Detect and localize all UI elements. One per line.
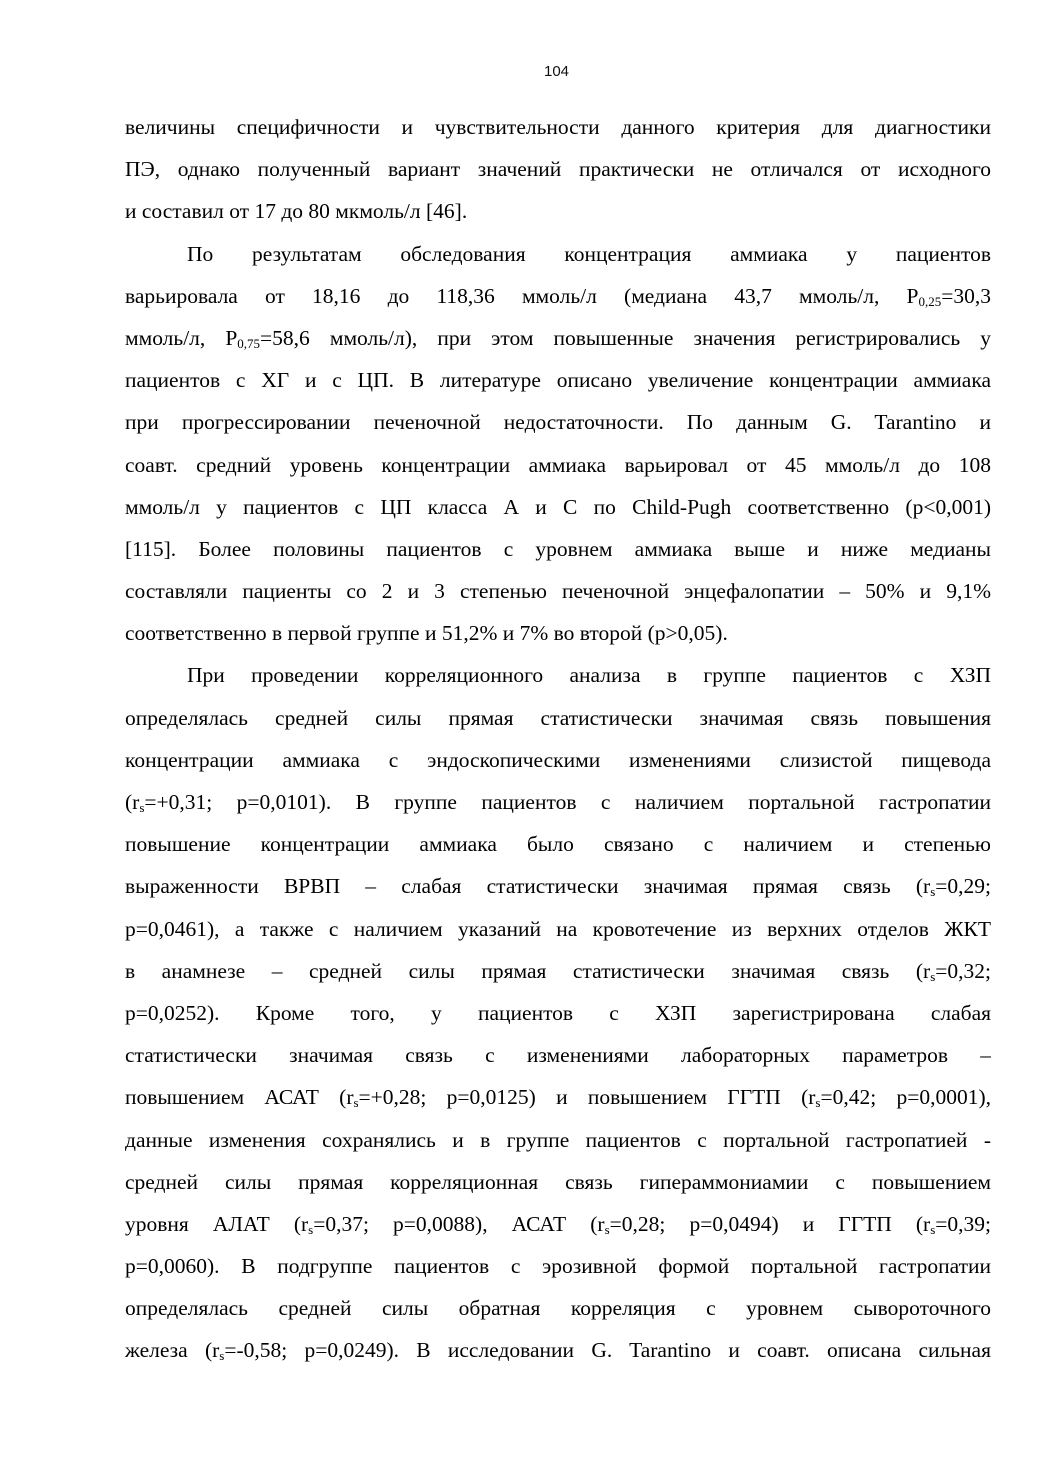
text-segment: и составил от 17 до 80 мкмоль/л [46]. [125, 199, 468, 224]
text-segment: =0,39; [935, 1211, 991, 1236]
text-segment: варьировала от 18,16 до 118,36 ммоль/л (медиана 43,7 ммоль/л, P [125, 283, 919, 308]
text-segment: ммоль/л, P [125, 325, 238, 350]
text-segment: железа (r [125, 1338, 220, 1363]
text-line [125, 1161, 991, 1203]
text-segment: По результатам обследования концентрация аммиака у пациентов [187, 241, 991, 266]
text-line [125, 950, 991, 992]
text-line [125, 359, 991, 401]
text-line [125, 739, 991, 781]
text-segment: =0,28; p=0,0494) и ГГТП (r [609, 1211, 931, 1236]
text-segment: =+0,31; p=0,0101). В группе пациентов с наличием портальной гастропатии [144, 790, 991, 814]
text-segment: =+0,28; p=0,0125) и повышением ГГТП (r [358, 1085, 816, 1110]
text-line [125, 1329, 991, 1371]
text-segment: определялась средней силы прямая статистически значимая связь повышения [125, 705, 991, 730]
text-segment: =58,6 ммоль/л), при этом повышенные значения регистрировались у [260, 325, 991, 350]
text-line [125, 1287, 991, 1329]
text-line [125, 654, 991, 696]
subscript: 0,25 [918, 293, 942, 309]
text-segment: определялась средней силы обратная корреляция с уровнем сывороточного [125, 1296, 991, 1321]
text-segment: p=0,0252). Кроме того, у пациентов с ХЗП зарегистрирована слабая [125, 1000, 991, 1025]
subscript: s [604, 1221, 610, 1237]
text-line [125, 1076, 991, 1118]
text-segment: пациентов с ХГ и с ЦП. В литературе описано увеличение концентрации аммиака [125, 368, 991, 393]
text-line [125, 908, 991, 950]
text-segment: =0,37; p=0,0088), АСАТ (r [313, 1211, 605, 1236]
text-line [125, 992, 991, 1034]
text-line [125, 570, 991, 612]
text-segment: p=0,0060). В подгруппе пациентов с эрозивной формой портальной гастропатии [125, 1254, 991, 1279]
subscript: s [219, 1348, 225, 1364]
page-number: 104 [543, 63, 570, 80]
text-line [125, 1203, 991, 1245]
text-segment: =0,32; [935, 958, 991, 983]
text-segment: составляли пациенты со 2 и 3 степенью печеночной энцефалопатии – 50% и 9,1% [125, 579, 991, 604]
text-line [125, 1245, 991, 1287]
text-segment: статистически значимая связь с изменениями лабораторных параметров – [125, 1043, 991, 1068]
text-segment: уровня АЛАТ (r [125, 1211, 309, 1236]
text-segment: величины специфичности и чувствительности данного критерия для диагностики [125, 115, 991, 139]
text-line [125, 823, 991, 865]
text-segment: (r [125, 790, 140, 814]
text-segment: при прогрессировании печеночной недостаточности. По данным G. Tarantino и [125, 410, 991, 435]
text-segment: ПЭ, однако полученный вариант значений практически не отличался от исходного [125, 157, 991, 182]
text-line [125, 697, 991, 739]
subscript: s [930, 968, 936, 984]
text-segment: =-0,58; p=0,0249). В исследовании G. Tarantino и соавт. описана сильная [224, 1338, 991, 1363]
text-line [125, 865, 991, 907]
text-line [125, 148, 991, 190]
text-segment: повышением АСАТ (r [125, 1085, 354, 1110]
subscript: 0,75 [237, 335, 261, 351]
text-line [125, 612, 991, 654]
text-segment: [115]. Более половины пациентов с уровнем аммиака выше и ниже медианы [125, 536, 991, 561]
text-segment: выраженности ВРВП – слабая статистически значимая прямая связь (r [125, 874, 931, 899]
text-line [125, 190, 991, 232]
text-segment: При проведении корреляционного анализа в группе пациентов с ХЗП [187, 663, 991, 688]
text-segment: средней силы прямая корреляционная связь гипераммониамии с повышением [125, 1169, 991, 1194]
text-segment: в анамнезе – средней силы прямая статистически значимая связь (r [125, 958, 931, 983]
text-segment: данные изменения сохранялись и в группе пациентов с портальной гастропатией - [125, 1127, 991, 1152]
text-line [125, 401, 991, 443]
text-segment: =0,42; p=0,0001), [820, 1085, 991, 1110]
subscript: s [930, 884, 936, 900]
subscript: s [930, 1221, 936, 1237]
text-segment: =0,29; [935, 874, 991, 899]
text-line [125, 1034, 991, 1076]
text-line [125, 1119, 991, 1161]
subscript: s [308, 1221, 314, 1237]
text-line [125, 486, 991, 528]
text-line [125, 528, 991, 570]
text-line [125, 233, 991, 275]
text-segment: соавт. средний уровень концентрации аммиака варьировал от 45 ммоль/л до 108 [125, 452, 991, 477]
text-segment: соответственно в первой группе и 51,2% и 7% во второй (p>0,05). [125, 621, 728, 646]
text-line [125, 275, 991, 317]
text-segment: =30,3 [941, 283, 991, 308]
text-line [125, 317, 991, 359]
subscript: s [139, 800, 145, 815]
text-line [125, 106, 991, 148]
text-line [125, 781, 991, 823]
text-segment: p=0,0461), а также с наличием указаний на кровотечение из верхних отделов ЖКТ [125, 916, 991, 941]
text-segment: повышение концентрации аммиака было связано с наличием и степенью [125, 832, 991, 857]
subscript: s [353, 1095, 359, 1111]
text-segment: ммоль/л у пациентов с ЦП класса А и С по Child-Pugh соответственно (p<0,001) [125, 494, 991, 519]
document-body [125, 106, 991, 1372]
subscript: s [815, 1095, 821, 1111]
text-segment: концентрации аммиака с эндоскопическими изменениями слизистой пищевода [125, 747, 991, 772]
text-line [125, 444, 991, 486]
